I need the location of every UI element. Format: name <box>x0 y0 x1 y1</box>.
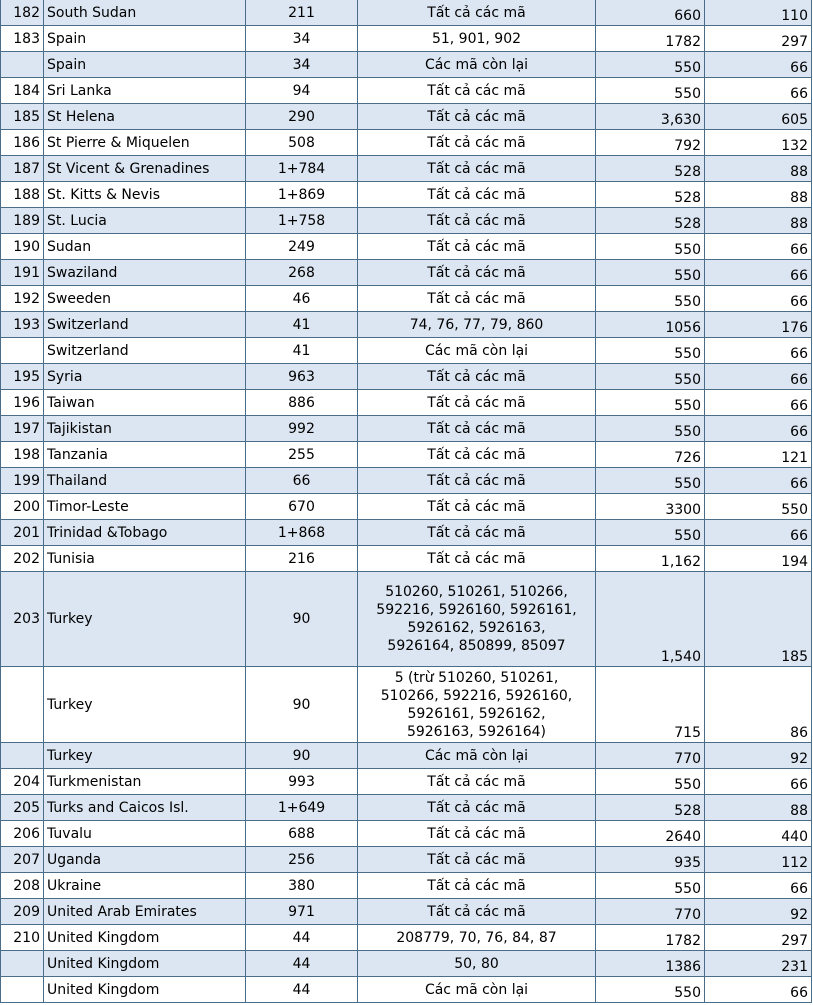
price-value-secondary: 66 <box>705 286 812 312</box>
price-value-secondary: 66 <box>705 977 812 1003</box>
area-codes <box>358 743 596 769</box>
country-name: United Arab Emirates <box>44 899 246 925</box>
row-number: 200 <box>1 494 44 520</box>
country-name: St Helena <box>44 104 246 130</box>
country-name: Tunisia <box>44 546 246 572</box>
table-row <box>1 0 812 26</box>
area-code-line: Tất cả các mã <box>427 212 526 229</box>
rates-table-body <box>1 0 812 1003</box>
row-number: 191 <box>1 260 44 286</box>
country-name: Timor-Leste <box>44 494 246 520</box>
area-codes <box>358 156 596 182</box>
price-value-secondary: 88 <box>705 795 812 821</box>
price-value: 550 <box>596 390 705 416</box>
country-code: 290 <box>246 104 358 130</box>
table-row <box>1 925 812 951</box>
table-row <box>1 130 812 156</box>
table-row <box>1 312 812 338</box>
price-value-secondary: 66 <box>705 416 812 442</box>
table-row <box>1 546 812 572</box>
area-code-line: Các mã còn lại <box>424 342 529 359</box>
area-code-line: 510260, 510261, 510266, <box>385 584 568 600</box>
area-code-line: Tất cả các mã <box>427 290 526 307</box>
country-name: United Kingdom <box>44 925 246 951</box>
table-row <box>1 847 812 873</box>
area-codes <box>358 977 596 1003</box>
area-code-line: 5 (trừ 510260, 510261, <box>394 669 559 686</box>
country-code: 66 <box>246 468 358 494</box>
country-name: Switzerland <box>44 312 246 338</box>
table-row <box>1 234 812 260</box>
table-row <box>1 26 812 52</box>
country-code: 94 <box>246 78 358 104</box>
area-code-line: Tất cả các mã <box>427 368 526 385</box>
row-number: 187 <box>1 156 44 182</box>
country-name: Swaziland <box>44 260 246 286</box>
row-number: 186 <box>1 130 44 156</box>
area-codes <box>358 0 596 26</box>
country-code: 1+869 <box>246 182 358 208</box>
country-name: Syria <box>44 364 246 390</box>
table-row <box>1 182 812 208</box>
area-code-line: Tất cả các mã <box>427 446 526 463</box>
row-number: 199 <box>1 468 44 494</box>
country-name: St Vicent & Grenadines <box>44 156 246 182</box>
price-value: 528 <box>596 795 705 821</box>
area-code-line: Tất cả các mã <box>427 903 526 920</box>
area-code-line: Tất cả các mã <box>427 825 526 842</box>
row-number: 184 <box>1 78 44 104</box>
area-code-line: 592216, 5926160, 5926161, <box>376 602 577 618</box>
price-value-secondary: 176 <box>705 312 812 338</box>
country-name: United Kingdom <box>44 951 246 977</box>
area-codes <box>358 78 596 104</box>
area-code-line: Tất cả các mã <box>427 773 526 790</box>
price-value: 770 <box>596 899 705 925</box>
price-value: 1056 <box>596 312 705 338</box>
table-row <box>1 156 812 182</box>
area-code-line: Tất cả các mã <box>427 4 526 21</box>
area-code-line: Tất cả các mã <box>427 877 526 894</box>
row-number: 208 <box>1 873 44 899</box>
table-row <box>1 873 812 899</box>
country-name: St. Lucia <box>44 208 246 234</box>
area-code-line: Tất cả các mã <box>427 186 526 203</box>
price-value-secondary: 231 <box>705 951 812 977</box>
area-codes <box>358 572 596 667</box>
country-name: Turkmenistan <box>44 769 246 795</box>
table-row <box>1 390 812 416</box>
area-codes <box>358 130 596 156</box>
area-code-line: 5926164, 850899, 85097 <box>387 638 566 654</box>
country-name: Sudan <box>44 234 246 260</box>
price-value: 550 <box>596 364 705 390</box>
price-value-secondary: 440 <box>705 821 812 847</box>
country-code: 256 <box>246 847 358 873</box>
price-value: 550 <box>596 769 705 795</box>
table-row <box>1 667 812 743</box>
table-row <box>1 468 812 494</box>
row-number: 203 <box>1 572 44 667</box>
area-code-line: 5926161, 5926162, <box>407 705 546 722</box>
area-code-line: Tất cả các mã <box>427 799 526 816</box>
area-codes <box>358 769 596 795</box>
area-codes <box>358 821 596 847</box>
area-codes <box>358 468 596 494</box>
price-value: 770 <box>596 743 705 769</box>
price-value-secondary: 66 <box>705 364 812 390</box>
row-number <box>1 743 44 769</box>
price-value-secondary: 86 <box>705 667 812 743</box>
area-code-line: Tất cả các mã <box>427 550 526 567</box>
area-code-line: 50, 80 <box>454 955 499 972</box>
country-code: 90 <box>246 572 358 667</box>
table-row <box>1 951 812 977</box>
price-value-secondary: 66 <box>705 338 812 364</box>
country-code: 993 <box>246 769 358 795</box>
table-row <box>1 286 812 312</box>
price-value: 528 <box>596 182 705 208</box>
row-number: 185 <box>1 104 44 130</box>
row-number: 198 <box>1 442 44 468</box>
area-code-line: 74, 76, 77, 79, 860 <box>409 316 544 333</box>
price-value-secondary: 88 <box>705 208 812 234</box>
country-name: Switzerland <box>44 338 246 364</box>
country-name: Spain <box>44 26 246 52</box>
country-name: Ukraine <box>44 873 246 899</box>
price-value-secondary: 66 <box>705 78 812 104</box>
price-value-secondary: 66 <box>705 260 812 286</box>
price-value-secondary: 194 <box>705 546 812 572</box>
table-row <box>1 769 812 795</box>
area-code-line: Tất cả các mã <box>427 264 526 281</box>
country-code: 886 <box>246 390 358 416</box>
area-codes <box>358 546 596 572</box>
country-code: 1+758 <box>246 208 358 234</box>
area-codes <box>358 338 596 364</box>
row-number: 192 <box>1 286 44 312</box>
area-code-line: 510266, 592216, 5926160, <box>380 687 573 704</box>
price-value-secondary: 88 <box>705 156 812 182</box>
price-value: 550 <box>596 78 705 104</box>
area-codes <box>358 26 596 52</box>
row-number: 207 <box>1 847 44 873</box>
row-number <box>1 667 44 743</box>
price-value: 935 <box>596 847 705 873</box>
row-number: 188 <box>1 182 44 208</box>
area-code-line: Tất cả các mã <box>427 82 526 99</box>
table-row <box>1 208 812 234</box>
area-code-line: 51, 901, 902 <box>431 30 522 47</box>
price-value-secondary: 66 <box>705 234 812 260</box>
row-number: 201 <box>1 520 44 546</box>
country-name: Trinidad &Tobago <box>44 520 246 546</box>
row-number <box>1 338 44 364</box>
row-number: 190 <box>1 234 44 260</box>
country-code: 44 <box>246 951 358 977</box>
table-row <box>1 52 812 78</box>
row-number: 193 <box>1 312 44 338</box>
row-number: 209 <box>1 899 44 925</box>
table-row <box>1 416 812 442</box>
area-codes <box>358 520 596 546</box>
area-code-line: Tất cả các mã <box>427 472 526 489</box>
row-number: 204 <box>1 769 44 795</box>
table-row <box>1 520 812 546</box>
country-name: St Pierre & Miquelen <box>44 130 246 156</box>
area-codes <box>358 364 596 390</box>
row-number: 189 <box>1 208 44 234</box>
table-row <box>1 821 812 847</box>
row-number: 195 <box>1 364 44 390</box>
area-codes <box>358 873 596 899</box>
row-number: 202 <box>1 546 44 572</box>
area-code-line: Tất cả các mã <box>427 851 526 868</box>
country-name: United Kingdom <box>44 977 246 1003</box>
table-row <box>1 104 812 130</box>
country-name: South Sudan <box>44 0 246 26</box>
area-codes <box>358 312 596 338</box>
area-code-line: Tất cả các mã <box>427 524 526 541</box>
country-code: 211 <box>246 0 358 26</box>
country-code: 41 <box>246 312 358 338</box>
area-code-line: Tất cả các mã <box>427 108 526 125</box>
price-value: 660 <box>596 0 705 26</box>
area-codes <box>358 52 596 78</box>
area-codes <box>358 390 596 416</box>
price-value: 1386 <box>596 951 705 977</box>
table-row <box>1 743 812 769</box>
country-name: Thailand <box>44 468 246 494</box>
country-code: 255 <box>246 442 358 468</box>
country-code: 216 <box>246 546 358 572</box>
price-value-secondary: 550 <box>705 494 812 520</box>
price-value-secondary: 297 <box>705 925 812 951</box>
row-number: 197 <box>1 416 44 442</box>
price-value: 792 <box>596 130 705 156</box>
area-codes <box>358 416 596 442</box>
price-value: 715 <box>596 667 705 743</box>
area-codes <box>358 208 596 234</box>
area-code-line: Tất cả các mã <box>427 238 526 255</box>
country-name: Sri Lanka <box>44 78 246 104</box>
country-name: Spain <box>44 52 246 78</box>
table-row <box>1 338 812 364</box>
table-row <box>1 260 812 286</box>
country-code: 41 <box>246 338 358 364</box>
price-value-secondary: 112 <box>705 847 812 873</box>
country-code: 1+868 <box>246 520 358 546</box>
country-name: Turkey <box>44 667 246 743</box>
price-value: 3,630 <box>596 104 705 130</box>
table-row <box>1 899 812 925</box>
area-code-line: Các mã còn lại <box>424 981 529 998</box>
price-value: 528 <box>596 208 705 234</box>
country-code: 90 <box>246 743 358 769</box>
table-row <box>1 442 812 468</box>
country-name: Sweeden <box>44 286 246 312</box>
area-codes <box>358 951 596 977</box>
area-codes <box>358 847 596 873</box>
country-code: 34 <box>246 26 358 52</box>
area-codes <box>358 795 596 821</box>
area-codes <box>358 494 596 520</box>
country-name: Tanzania <box>44 442 246 468</box>
country-code: 688 <box>246 821 358 847</box>
country-code: 971 <box>246 899 358 925</box>
country-code: 670 <box>246 494 358 520</box>
price-value: 1,162 <box>596 546 705 572</box>
country-name: Uganda <box>44 847 246 873</box>
country-code: 508 <box>246 130 358 156</box>
table-row <box>1 78 812 104</box>
row-number <box>1 977 44 1003</box>
price-value-secondary: 132 <box>705 130 812 156</box>
table-row <box>1 364 812 390</box>
price-value-secondary: 66 <box>705 468 812 494</box>
price-value-secondary: 297 <box>705 26 812 52</box>
price-value-secondary: 88 <box>705 182 812 208</box>
country-code: 249 <box>246 234 358 260</box>
area-code-line: Các mã còn lại <box>424 56 529 73</box>
row-number: 210 <box>1 925 44 951</box>
table-row <box>1 977 812 1003</box>
price-value-secondary: 66 <box>705 390 812 416</box>
price-value: 1782 <box>596 26 705 52</box>
row-number: 206 <box>1 821 44 847</box>
row-number <box>1 52 44 78</box>
country-name: St. Kitts & Nevis <box>44 182 246 208</box>
area-code-line: Tất cả các mã <box>427 160 526 177</box>
country-code: 380 <box>246 873 358 899</box>
price-value: 550 <box>596 286 705 312</box>
country-code: 34 <box>246 52 358 78</box>
country-code: 44 <box>246 977 358 1003</box>
row-number: 182 <box>1 0 44 26</box>
country-name: Turkey <box>44 743 246 769</box>
price-value: 550 <box>596 873 705 899</box>
price-value: 550 <box>596 520 705 546</box>
table-row <box>1 494 812 520</box>
table-row <box>1 572 812 667</box>
price-value: 550 <box>596 260 705 286</box>
price-value-secondary: 66 <box>705 873 812 899</box>
country-code: 963 <box>246 364 358 390</box>
country-name: Turkey <box>44 572 246 667</box>
country-name: Tajikistan <box>44 416 246 442</box>
area-codes <box>358 667 596 743</box>
area-code-line: Tất cả các mã <box>427 394 526 411</box>
row-number: 196 <box>1 390 44 416</box>
row-number <box>1 951 44 977</box>
price-value: 550 <box>596 52 705 78</box>
area-codes <box>358 899 596 925</box>
country-code: 1+649 <box>246 795 358 821</box>
area-code-line: 208779, 70, 76, 84, 87 <box>396 929 557 946</box>
price-value: 528 <box>596 156 705 182</box>
price-value: 1782 <box>596 925 705 951</box>
country-code: 268 <box>246 260 358 286</box>
price-value: 550 <box>596 234 705 260</box>
row-number: 205 <box>1 795 44 821</box>
price-value-secondary: 185 <box>705 572 812 667</box>
area-codes <box>358 925 596 951</box>
area-codes <box>358 182 596 208</box>
price-value: 550 <box>596 416 705 442</box>
price-value: 1,540 <box>596 572 705 667</box>
area-codes <box>358 286 596 312</box>
price-value: 550 <box>596 338 705 364</box>
area-code-line: Tất cả các mã <box>427 134 526 151</box>
area-codes <box>358 260 596 286</box>
country-name: Tuvalu <box>44 821 246 847</box>
price-value-secondary: 121 <box>705 442 812 468</box>
country-code: 46 <box>246 286 358 312</box>
price-value-secondary: 92 <box>705 743 812 769</box>
country-code: 90 <box>246 667 358 743</box>
area-code-line: 5926162, 5926163, <box>407 620 546 636</box>
price-value-secondary: 605 <box>705 104 812 130</box>
country-code: 1+784 <box>246 156 358 182</box>
price-value: 3300 <box>596 494 705 520</box>
price-value-secondary: 66 <box>705 769 812 795</box>
price-value: 550 <box>596 977 705 1003</box>
country-name: Turks and Caicos Isl. <box>44 795 246 821</box>
price-value-secondary: 66 <box>705 520 812 546</box>
price-value: 550 <box>596 468 705 494</box>
country-name: Taiwan <box>44 390 246 416</box>
price-value: 2640 <box>596 821 705 847</box>
price-value-secondary: 92 <box>705 899 812 925</box>
area-code-line: Tất cả các mã <box>427 420 526 437</box>
country-code: 992 <box>246 416 358 442</box>
price-value-secondary: 66 <box>705 52 812 78</box>
area-code-line: Các mã còn lại <box>424 747 529 764</box>
table-row <box>1 795 812 821</box>
country-code: 44 <box>246 925 358 951</box>
row-number: 183 <box>1 26 44 52</box>
area-code-line: Tất cả các mã <box>427 498 526 515</box>
price-value-secondary: 110 <box>705 0 812 26</box>
price-value: 726 <box>596 442 705 468</box>
area-codes <box>358 104 596 130</box>
area-codes <box>358 234 596 260</box>
area-code-line: 5926163, 5926164) <box>406 723 547 740</box>
area-codes <box>358 442 596 468</box>
